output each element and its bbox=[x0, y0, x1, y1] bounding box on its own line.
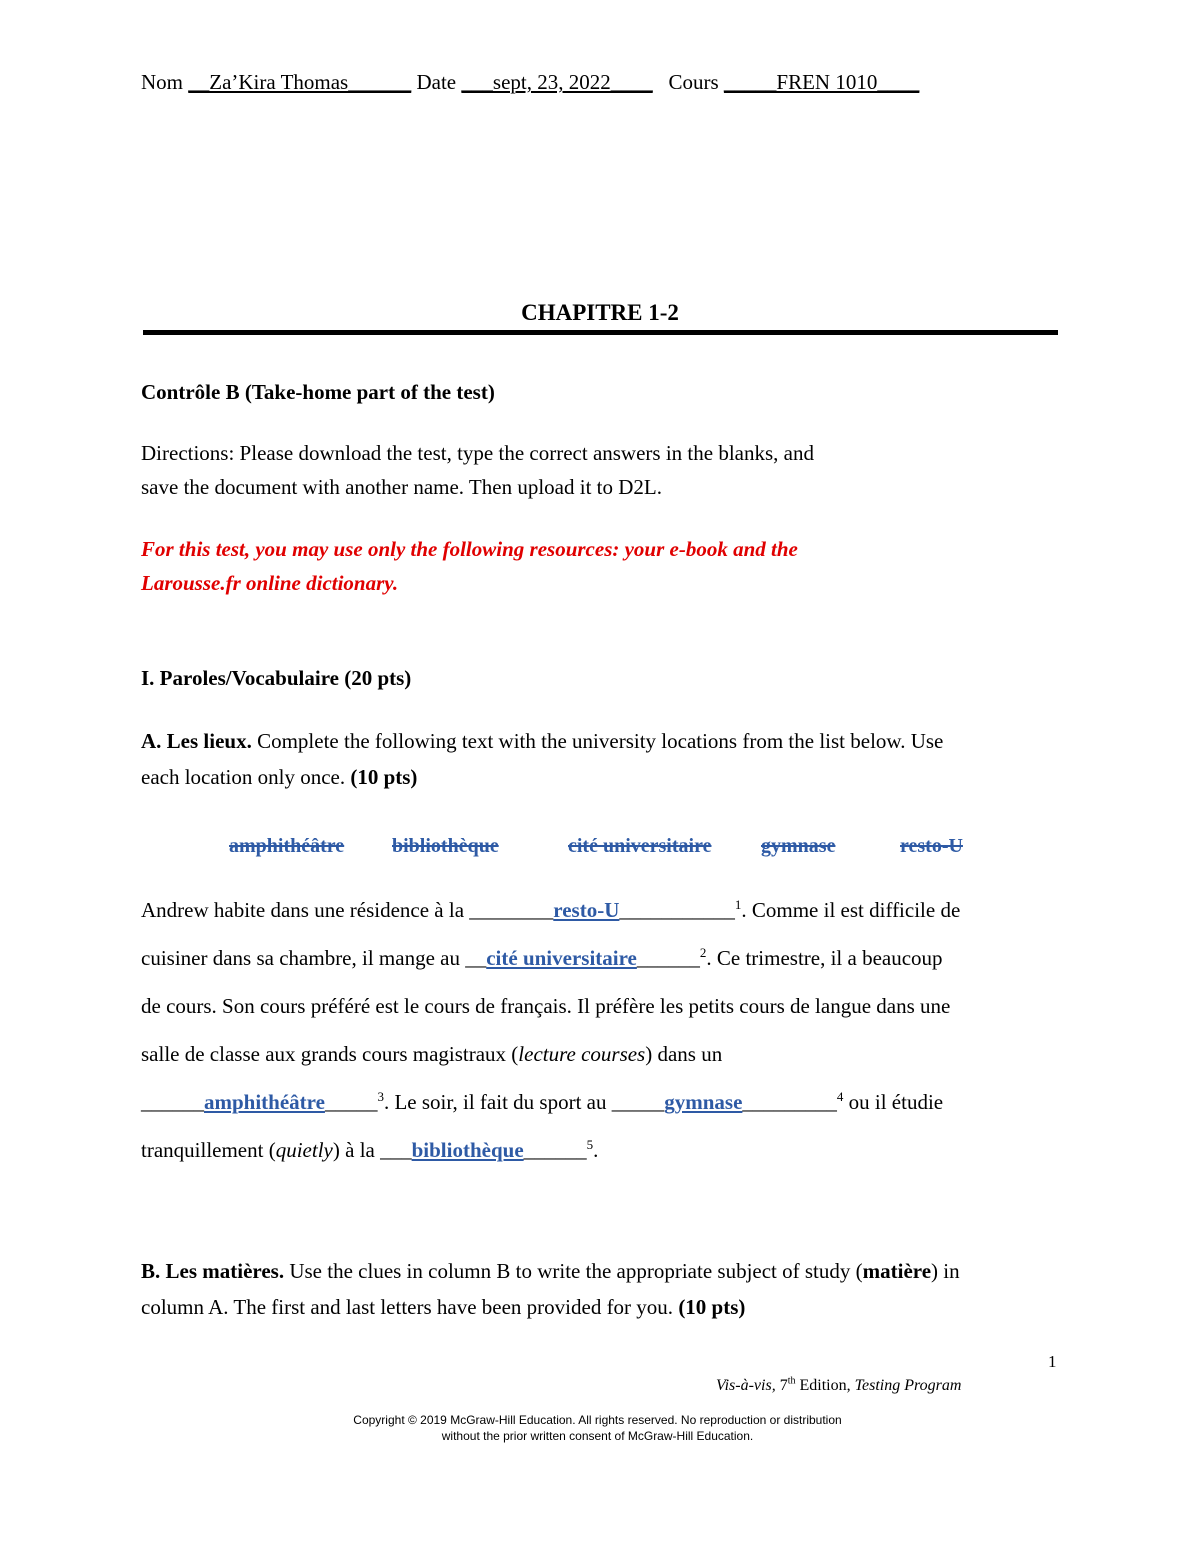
cours-label: Cours bbox=[668, 70, 719, 94]
cours-field[interactable]: _____FREN 1010____ bbox=[723, 70, 920, 94]
text-line-4 bbox=[141, 1037, 722, 1071]
part-a-points: (10 pts) bbox=[350, 765, 418, 789]
page-number: 1 bbox=[1048, 1352, 1057, 1371]
blank-line: ________ bbox=[469, 898, 554, 922]
part-b-instructions: Use the clues in column B to write the appropriate subject of study ( bbox=[284, 1259, 863, 1283]
part-b-instructions-line-1 bbox=[141, 1259, 960, 1284]
text-segment: salle de classe aux grands cours magistraux ( bbox=[141, 1042, 519, 1066]
part-a-instructions-line-2 bbox=[141, 765, 417, 790]
blank-line: ___ bbox=[380, 1138, 412, 1162]
text-segment: . Ce trimestre, il a beaucoup bbox=[706, 946, 943, 970]
text-line-3: de cours. Son cours préféré est le cours de français. Il préfère les petits cours de langue dans une bbox=[141, 994, 951, 1018]
text-line-5 bbox=[141, 1085, 943, 1119]
controle-heading: Contrôle B (Take-home part of the test) bbox=[141, 380, 495, 404]
blank-line: _____ bbox=[611, 1090, 665, 1114]
blank-line: _________ bbox=[742, 1090, 837, 1114]
answer-blank-4[interactable]: gymnase bbox=[664, 1090, 743, 1114]
answer-blank-1[interactable]: resto-U bbox=[553, 898, 620, 922]
directions-line-1: Directions: Please download the test, type the correct answers in the blanks, and bbox=[141, 441, 814, 465]
blank-line: _____ bbox=[324, 1090, 378, 1114]
blank-number: 4 bbox=[836, 1089, 844, 1104]
text-italic: lecture courses bbox=[518, 1042, 646, 1066]
word-bank-item: resto-U bbox=[900, 835, 963, 857]
nom-field[interactable]: __Za’Kira Thomas______ bbox=[188, 70, 412, 94]
part-a-instructions-text: each location only once. bbox=[141, 765, 351, 789]
directions-line-2: save the document with another name. Then upload it to D2L. bbox=[141, 475, 662, 499]
blank-line: ______ bbox=[523, 1138, 587, 1162]
edition-line bbox=[716, 1377, 961, 1395]
blank-line: ______ bbox=[141, 1090, 204, 1114]
text-line-2 bbox=[141, 941, 943, 975]
section-heading-vocabulaire: I. Paroles/Vocabulaire (20 pts) bbox=[141, 666, 412, 690]
part-a-label: A. Les lieux. bbox=[141, 729, 252, 753]
blank-number: 5 bbox=[586, 1137, 594, 1152]
title-divider bbox=[143, 330, 1058, 335]
nom-label: Nom bbox=[141, 70, 183, 94]
blank-number: 3 bbox=[377, 1089, 384, 1104]
blank-number: 1 bbox=[734, 897, 742, 912]
part-b-keyword: matière bbox=[862, 1259, 932, 1283]
text-segment: ) à la bbox=[332, 1138, 381, 1162]
edition-suffix: th bbox=[787, 1375, 796, 1387]
text-segment: ) dans un bbox=[645, 1042, 723, 1066]
part-b-points: (10 pts) bbox=[678, 1295, 746, 1319]
text-segment: ou il étudie bbox=[843, 1090, 944, 1114]
word-bank-item: cité universitaire bbox=[568, 835, 712, 857]
blank-line: ___________ bbox=[619, 898, 735, 922]
part-a-instructions: Complete the following text with the university locations from the list below. Use bbox=[251, 729, 944, 753]
text-segment: Andrew habite dans une résidence à la bbox=[141, 898, 470, 922]
copyright-line-1: Copyright © 2019 McGraw-Hill Education. All rights reserved. No reproduction or distribution bbox=[353, 1413, 842, 1427]
text-line-1 bbox=[141, 893, 960, 927]
resources-warning-line-1: For this test, you may use only the following resources: your e-book and the bbox=[141, 537, 798, 561]
part-b-instructions-line-2 bbox=[141, 1295, 745, 1320]
word-bank-item: gymnase bbox=[761, 835, 836, 857]
edition-book-title: Vis-à-vis, bbox=[716, 1377, 776, 1394]
text-italic: quietly bbox=[275, 1138, 333, 1162]
part-a-instructions-line-1 bbox=[141, 729, 943, 754]
resources-warning-line-2: Larousse.fr online dictionary. bbox=[141, 571, 399, 595]
answer-blank-3[interactable]: amphithéâtre bbox=[204, 1090, 325, 1114]
edition-number: 7 bbox=[775, 1377, 788, 1394]
answer-blank-2[interactable]: cité universitaire bbox=[486, 946, 637, 970]
word-bank-item: bibliothèque bbox=[392, 835, 499, 857]
copyright-line-2: without the prior written consent of McGraw-Hill Education. bbox=[441, 1429, 754, 1443]
date-label: Date bbox=[416, 70, 457, 94]
part-b-instructions: ) in bbox=[931, 1259, 960, 1283]
edition-text: Edition, bbox=[795, 1377, 855, 1394]
edition-program: Testing Program bbox=[854, 1377, 962, 1394]
part-b-label: B. Les matières. bbox=[141, 1259, 285, 1283]
student-info-line bbox=[141, 70, 919, 95]
text-line-6 bbox=[141, 1133, 598, 1167]
blank-number: 2 bbox=[699, 945, 707, 960]
text-segment: . bbox=[593, 1138, 599, 1162]
answer-blank-5[interactable]: bibliothèque bbox=[411, 1138, 524, 1162]
date-field[interactable]: ___sept, 23, 2022____ bbox=[461, 70, 653, 94]
blank-line: ______ bbox=[636, 946, 700, 970]
word-bank-item: amphithéâtre bbox=[229, 835, 345, 857]
copyright-notice bbox=[0, 1412, 1195, 1444]
part-b-instructions-text: column A. The first and last letters have been provided for you. bbox=[141, 1295, 679, 1319]
text-segment: cuisiner dans sa chambre, il mange au bbox=[141, 946, 466, 970]
text-segment: tranquillement ( bbox=[141, 1138, 276, 1162]
text-segment: . Le soir, il fait du sport au bbox=[383, 1090, 612, 1114]
blank-line: __ bbox=[465, 946, 487, 970]
page-title: CHAPITRE 1-2 bbox=[521, 300, 679, 325]
text-segment: . Comme il est difficile de bbox=[741, 898, 961, 922]
